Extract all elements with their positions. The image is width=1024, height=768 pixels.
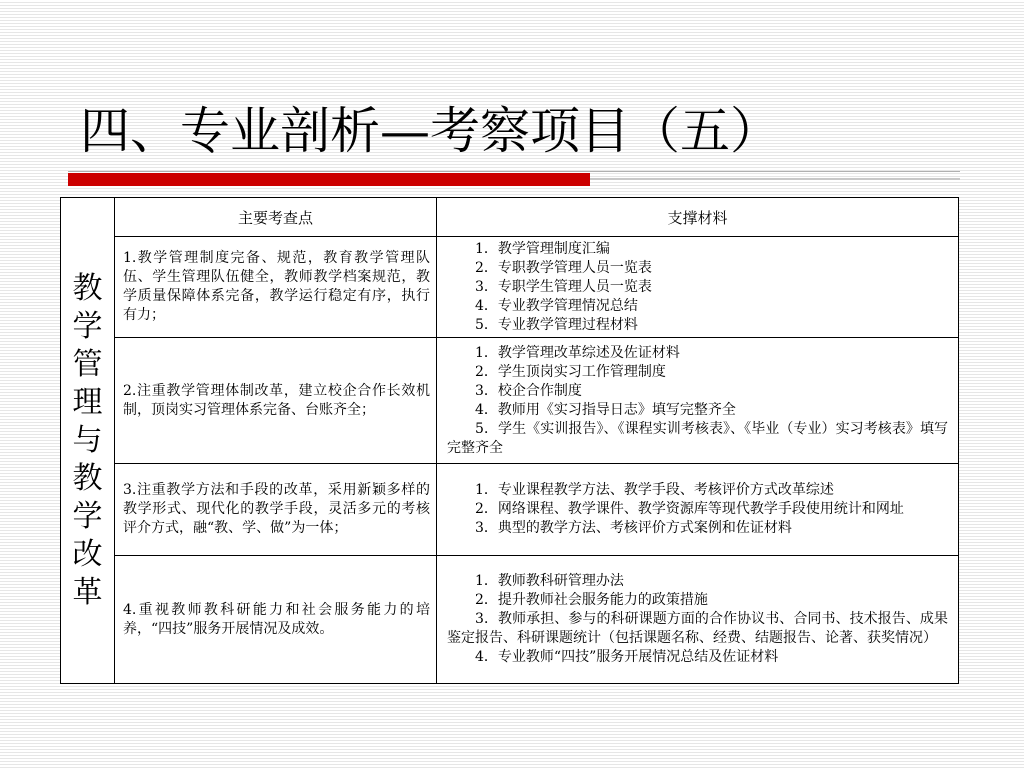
header-supporting-materials: 支撑材料 <box>437 198 959 237</box>
material-item: 2．网络课程、教学课件、教学资源库等现代教学手段使用统计和网址 <box>475 501 904 517</box>
side-category-label: 教学管理与教学改革 <box>61 198 115 684</box>
table-row <box>61 464 959 556</box>
material-item: 3．专职学生管理人员一览表 <box>475 278 652 295</box>
material-item: 2．学生顶岗实习工作管理制度 <box>475 363 666 380</box>
material-item: 5．专业教学管理过程材料 <box>475 316 638 333</box>
materials-cell <box>437 464 959 556</box>
material-item: 1．专业课程教学方法、教学手段、考核评价方式改革综述 <box>475 482 834 498</box>
material-item: 1．教学管理制度汇编 <box>475 240 610 257</box>
table-row <box>61 237 959 338</box>
point-cell: 4.重视教师教科研能力和社会服务能力的培养，“四技”服务开展情况及成效。 <box>115 556 437 684</box>
table-row <box>61 338 959 464</box>
materials-cell <box>437 237 959 338</box>
material-item: 4．专业教师“四技”服务开展情况总结及佐证材料 <box>475 649 779 665</box>
material-item: 3．校企合作制度 <box>475 382 582 399</box>
material-item: 3．教师承担、参与的科研课题方面的合作协议书、合同书、技术报告、成果鉴定报告、科研课题统计（包括课题名称、经费、结题报告、论著、获奖情况） <box>447 611 948 646</box>
material-item: 4．专业教学管理情况总结 <box>475 297 638 314</box>
materials-cell <box>437 556 959 684</box>
material-item: 5．学生《实训报告》、《课程实训考核表》、《毕业（专业）实习考核表》填写完整齐全 <box>447 420 948 456</box>
title-divider <box>68 171 960 187</box>
point-cell: 1.教学管理制度完备、规范，教育教学管理队伍、学生管理队伍健全，教师教学档案规范，教学质量保障体系完备，教学运行稳定有序，执行有力； <box>115 237 437 338</box>
material-item: 3．典型的教学方法、考核评价方式案例和佐证材料 <box>475 520 792 536</box>
table-row <box>61 556 959 684</box>
material-item: 4．教师用《实习指导日志》填写完整齐全 <box>475 401 736 418</box>
table-header-row <box>61 198 959 237</box>
page-title: 四、专业剖析—考察项目（五） <box>80 102 780 160</box>
material-item: 2．提升教师社会服务能力的政策措施 <box>475 592 708 608</box>
inspection-table <box>60 197 959 684</box>
header-main-points: 主要考查点 <box>115 198 437 237</box>
point-cell: 2.注重教学管理体制改革，建立校企合作长效机制，顶岗实习管理体系完备、台账齐全； <box>115 338 437 464</box>
material-item: 1．教学管理改革综述及佐证材料 <box>475 344 680 361</box>
materials-cell <box>437 338 959 464</box>
point-cell: 3.注重教学方法和手段的改革，采用新颖多样的教学形式、现代化的教学手段，灵活多元的考核评介方式，融“教、学、做”为一体； <box>115 464 437 556</box>
material-item: 1．教师教科研管理办法 <box>475 573 624 589</box>
material-item: 2．专职教学管理人员一览表 <box>475 259 652 276</box>
